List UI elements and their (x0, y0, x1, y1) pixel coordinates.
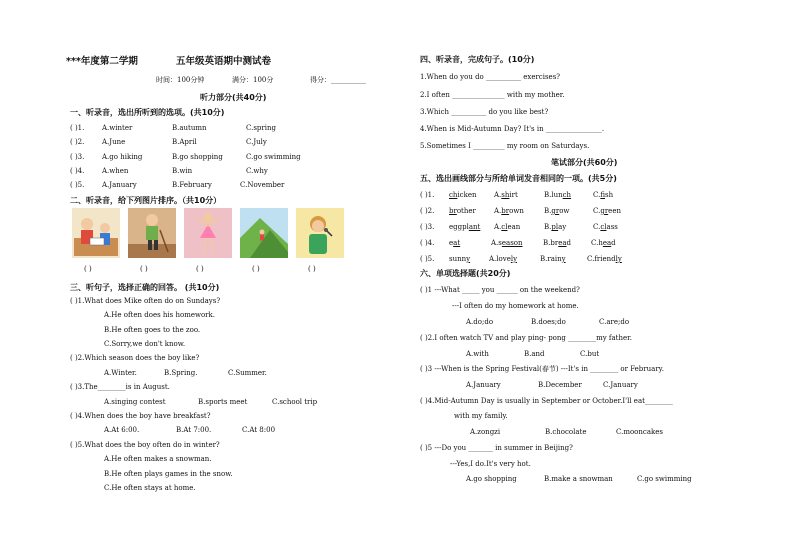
s3-q1-option-c: C.Sorry,we don't know. (104, 340, 186, 348)
s3-q1: ( )1.What does Mike often do on Sundays? (70, 297, 221, 305)
picture1-order-blank[interactable]: ( ) (84, 265, 92, 273)
section4-heading: 四、听录音，完成句子。(10分) (420, 55, 535, 64)
listening-part-heading: 听力部分(共40分) (200, 93, 267, 102)
s6-q3-option-c: C.January (603, 381, 638, 389)
s4-line4: 4.When is Mid-Autumn Day? It's in ________________. (420, 125, 605, 133)
s6-q5-option-c: C.go swimming (637, 475, 692, 483)
section3-heading: 三、听句子，选择正确的回答。 (共10分) (70, 283, 220, 292)
s1-q2-option-c: C.July (246, 138, 267, 146)
s3-q2-option-a: A.Winter. (104, 369, 137, 377)
s4-line3: 3.Which __________ do you like best? (420, 108, 549, 116)
s1-q3-option-b: B.go shopping (172, 153, 223, 161)
s5-q3-number: ( )3. (420, 223, 435, 231)
s3-q1-option-a: A.He often does his homework. (104, 311, 215, 319)
s3-q3-option-c: C.school trip (272, 398, 318, 406)
picture5-order-blank[interactable]: ( ) (308, 265, 316, 273)
s1-q5-option-a: A.January (102, 181, 137, 189)
s5-q1-option-c: C.fish (593, 191, 614, 199)
s3-q5-option-a: A.He often makes a snowman. (104, 455, 212, 463)
s1-q5-number: ( )5. (70, 181, 85, 189)
s5-q1-option-a: A.shirt (494, 191, 518, 199)
picture2-order-blank[interactable]: ( ) (140, 265, 148, 273)
s6-q5-sentence: ---Yes,I do.It's very hot. (450, 460, 531, 468)
s1-q2-option-a: A.June (102, 138, 126, 146)
s3-q2-option-c: C.Summer. (228, 369, 267, 377)
s6-q4: ( )4.Mid-Autumn Day is usually in September or October.I'll eat________ (420, 397, 673, 405)
s1-q3-number: ( )3. (70, 153, 85, 161)
s6-q2-option-a: A.with (466, 350, 489, 358)
s1-q1-option-c: C.spring (246, 124, 276, 132)
s5-q5-option-c: C.friendly (587, 255, 622, 263)
s6-q4-sentence: with my family. (454, 412, 508, 420)
section5-heading: 五、选出画线部分与所给单词发音相同的一项。(共5分) (420, 174, 617, 183)
s5-q4-number: ( )4. (420, 239, 435, 247)
s3-q5-option-b: B.He often plays games in the snow. (104, 470, 233, 478)
s5-q4-option-a: A.season (491, 239, 523, 247)
s6-q4-option-c: C.mooncakes (616, 428, 663, 436)
s1-q4-number: ( )4. (70, 167, 85, 175)
s1-q4-option-c: C.why (246, 167, 268, 175)
written-part-heading: 笔试部分(共60分) (551, 158, 618, 167)
s6-q1: ( )1 ---What _____ you ______ on the weekend? (420, 286, 580, 294)
section1-heading: 一、听录音，选出所听到的选项。(共10分) (70, 108, 225, 117)
s3-q2: ( )2.Which season does the boy like? (70, 354, 200, 362)
s5-q1-word: chicken (449, 191, 477, 199)
section6-heading: 六、单项选择题(共20分) (420, 269, 511, 278)
s6-q2-option-c: C.but (580, 350, 600, 358)
s6-q3-option-a: A.January (466, 381, 501, 389)
s1-q2-number: ( )2. (70, 138, 85, 146)
s6-q5: ( )5 ---Do you _______ in summer in Beijing? (420, 444, 573, 452)
s5-q4-option-c: C.head (591, 239, 616, 247)
exam-title: 五年级英语期中测试卷 (176, 56, 272, 67)
s3-q5-option-c: C.He often stays at home. (104, 484, 196, 492)
s3-q4-option-b: B.At 7:00. (176, 426, 212, 434)
s1-q4-option-a: A.when (102, 167, 129, 175)
s6-q3-option-b: B.December (538, 381, 582, 389)
s1-q5-option-c: C.November (240, 181, 285, 189)
s6-q2-option-b: B.and (524, 350, 545, 358)
s6-q5-option-a: A.go shopping (466, 475, 517, 483)
s5-q4-option-b: B.bread (543, 239, 572, 247)
s1-q3-option-c: C.go swimming (246, 153, 301, 161)
picture3-order-blank[interactable]: ( ) (196, 265, 204, 273)
s1-q3-option-a: A.go hiking (102, 153, 143, 161)
s1-q2-option-b: B.April (172, 138, 197, 146)
s6-q5-option-b: B.make a snowman (544, 475, 613, 483)
s6-q2: ( )2.I often watch TV and play ping- pong ________my father. (420, 334, 632, 342)
full-score-label: 满分：100分 (232, 76, 274, 84)
exam-year-title: ***年度第二学期 (66, 56, 138, 67)
s1-q4-option-b: B.win (172, 167, 193, 175)
s3-q1-option-b: B.He often goes to the zoo. (104, 326, 201, 334)
s6-q3: ( )3 ---When is the Spring Festival(春节) ---It's in ________ or February. (420, 365, 664, 373)
s5-q5-option-b: B.rainy (540, 255, 566, 263)
s5-q1-option-b: B.lunch (544, 191, 572, 199)
s1-q1-option-a: A.winter (102, 124, 133, 132)
s5-q2-option-b: B.grow (544, 207, 570, 215)
s3-q3-option-b: B.sports meet (198, 398, 248, 406)
s5-q3-option-b: B.play (544, 223, 567, 231)
s5-q3-option-a: A.clean (494, 223, 521, 231)
s5-q2-word: brother (449, 207, 476, 215)
s5-q3-word: eggplant (449, 223, 481, 231)
s5-q5-number: ( )5. (420, 255, 435, 263)
s3-q4-option-c: C.At 8:00 (242, 426, 276, 434)
s3-q5: ( )5.What does the boy often do in winter? (70, 441, 220, 449)
s5-q5-word: sunny (449, 255, 471, 263)
s1-q1-number: ( )1. (70, 124, 85, 132)
s3-q3: ( )3.The________is in August. (70, 383, 170, 391)
s5-q1-number: ( )1. (420, 191, 435, 199)
picture-singing-girl (296, 208, 344, 258)
s3-q4: ( )4.When does the boy have breakfast? (70, 412, 211, 420)
s3-q3-option-a: A.singing contest (104, 398, 166, 406)
picture-reading-family (72, 208, 120, 258)
s3-q2-option-b: B.Spring. (164, 369, 198, 377)
s1-q1-option-b: B.autumn (172, 124, 207, 132)
s6-q1-option-c: C.are;do (599, 318, 630, 326)
section2-heading: 二、听录音，给下列图片排序。（共10分） (70, 196, 222, 205)
s4-line5: 5.Sometimes I _________ my room on Saturdays. (420, 142, 590, 150)
s6-q1-sentence: ---I often do my homework at home. (452, 302, 579, 310)
s4-line2: 2.I often _______________ with my mother. (420, 91, 565, 99)
s4-line1: 1.When do you do __________ exercises? (420, 73, 561, 81)
s1-q5-option-b: B.February (172, 181, 212, 189)
s6-q1-option-a: A.do;do (466, 318, 494, 326)
score-field: 得分：__________ (310, 76, 366, 84)
s5-q2-option-a: A.brown (494, 207, 524, 215)
s5-q2-number: ( )2. (420, 207, 435, 215)
time-label: 时间：100分钟 (156, 76, 205, 84)
s6-q4-option-b: B.chocolate (545, 428, 587, 436)
picture-hiking-mountain (240, 208, 288, 258)
picture-dancing-girl (184, 208, 232, 258)
picture-sweeping-boy (128, 208, 176, 258)
picture4-order-blank[interactable]: ( ) (252, 265, 260, 273)
s5-q4-word: eat (449, 239, 461, 247)
s5-q3-option-c: C.class (593, 223, 618, 231)
s3-q4-option-a: A.At 6:00. (104, 426, 140, 434)
s6-q4-option-a: A.zongzi (470, 428, 501, 436)
s5-q5-option-a: A.lovely (489, 255, 518, 263)
s6-q1-option-b: B.does;do (531, 318, 566, 326)
s5-q2-option-c: C.green (593, 207, 621, 215)
